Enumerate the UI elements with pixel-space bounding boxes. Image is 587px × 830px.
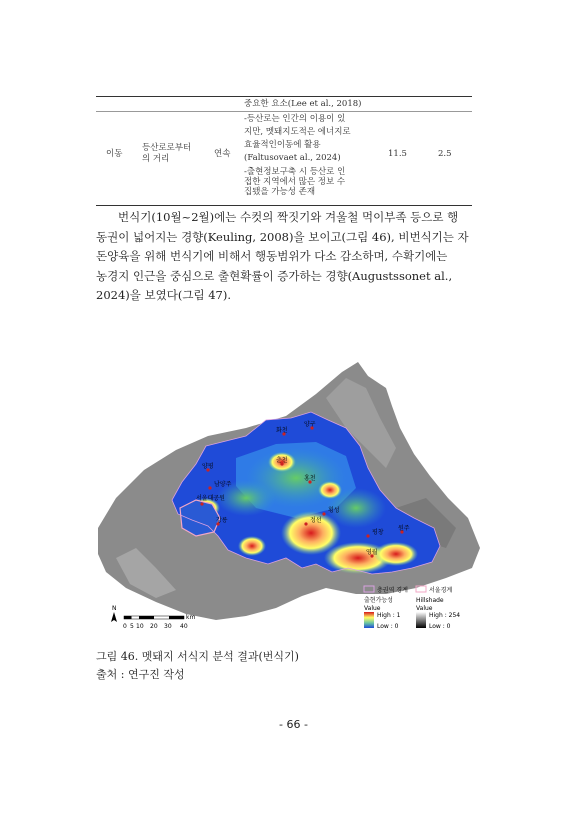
legend-hill-title: Hillshade bbox=[416, 597, 444, 604]
page-number: - 66 - bbox=[279, 718, 308, 731]
table-cell-type: 연속 bbox=[214, 149, 231, 159]
paragraph-line: 동권이 넓어지는 경향(Keuling, 2008)을 보이고(그림 46), 비번식기는 자 bbox=[96, 229, 469, 244]
scale-label: 10 bbox=[136, 623, 144, 630]
legend-prob-ramp bbox=[364, 612, 374, 628]
table-cell-value2: 2.5 bbox=[438, 149, 452, 159]
scale-label: 0 bbox=[123, 623, 127, 630]
scale-label: 5 bbox=[130, 623, 134, 630]
place-label: 평창 bbox=[372, 529, 384, 536]
table-cell-category: 이동 bbox=[106, 149, 123, 159]
place-label: 춘천 bbox=[276, 457, 288, 464]
place-dot bbox=[304, 522, 307, 525]
legend-prob-high: High : 1 bbox=[377, 612, 401, 619]
scale-unit: km bbox=[186, 614, 196, 621]
place-label: 횡성 bbox=[328, 507, 340, 514]
table-cell-variable-line2: 의 거리 bbox=[142, 154, 170, 164]
paragraph-line: 농경지 인근을 중심으로 출현확률이 증가하는 경향(Augustssonet al., bbox=[96, 268, 453, 283]
place-dot bbox=[322, 512, 325, 515]
place-label: 양구 bbox=[304, 421, 316, 428]
figure-caption: 그림 46. 멧돼지 서식지 분석 결과(번식기) bbox=[96, 650, 299, 663]
place-label: 원주 bbox=[398, 525, 410, 532]
scale-label: 30 bbox=[164, 623, 172, 630]
place-label: 양평 bbox=[202, 463, 214, 470]
scale-label: 20 bbox=[150, 623, 158, 630]
legend-prob-low: Low : 0 bbox=[377, 623, 399, 630]
table-desc-line: 집됐을 가능성 존재 bbox=[244, 187, 316, 197]
paragraph-line: 번식기(10월~2월)에는 수컷의 짝짓기와 겨울철 먹이부족 등으로 행 bbox=[118, 210, 459, 224]
legend-hill-value: Value bbox=[416, 605, 433, 612]
place-label: 영월 bbox=[366, 549, 378, 556]
table-desc-line: 접한 지역에서 많은 정보 수 bbox=[244, 177, 346, 187]
place-dot bbox=[208, 486, 211, 489]
probability-hotspot bbox=[238, 536, 266, 556]
table-cell-value1: 11.5 bbox=[388, 149, 407, 159]
north-arrow-label: N bbox=[112, 605, 117, 612]
table-cell-variable-line1: 등산로로부터 bbox=[142, 143, 192, 153]
place-dot bbox=[200, 502, 203, 505]
probability-hotspot bbox=[318, 481, 342, 499]
place-label: 강릉 bbox=[216, 517, 228, 524]
table-desc-line: -출현정보구축 시 등산로 인 bbox=[244, 167, 346, 177]
place-dot bbox=[366, 534, 369, 537]
place-label: 정선 bbox=[310, 517, 322, 524]
probability-hotspot bbox=[374, 542, 418, 566]
legend-prob-value: Value bbox=[364, 605, 381, 612]
table-top-text: 중요한 요소(Lee et al., 2018) bbox=[244, 99, 362, 109]
legend-hill-ramp bbox=[416, 612, 426, 628]
place-label: 서울대공원 bbox=[196, 495, 225, 502]
place-label: 홍천 bbox=[304, 475, 316, 482]
scale-bar bbox=[123, 614, 195, 630]
habitat-map bbox=[96, 358, 486, 638]
paragraph-line: 2024)을 보였다(그림 47). bbox=[96, 288, 231, 302]
north-arrow-icon bbox=[111, 612, 117, 622]
paragraph-line: 돈양육을 위해 번식기에 비해서 행동범위가 다소 감소하며, 수확기에는 bbox=[96, 249, 448, 263]
legend-hill-low: Low : 0 bbox=[429, 623, 451, 630]
figure-source: 출처 : 연구진 작성 bbox=[96, 668, 185, 681]
body-paragraph bbox=[96, 208, 472, 306]
habitat-variable-table bbox=[96, 96, 472, 206]
table-desc-line: (Faltusovaet al., 2024) bbox=[244, 153, 341, 163]
legend-hill-high: High : 254 bbox=[429, 612, 461, 619]
place-label: 화천 bbox=[276, 427, 288, 434]
place-label: 남양주 bbox=[214, 481, 232, 488]
legend-seoul-label: 서울경계 bbox=[429, 587, 453, 594]
table-desc-line: -등산로는 인간의 이용이 있 bbox=[244, 114, 346, 124]
scale-label: 40 bbox=[180, 623, 188, 630]
legend-boundary-label: 충권역 경계 bbox=[377, 587, 408, 594]
legend-prob-title: 출현가능성 bbox=[364, 597, 393, 604]
table-desc-line: 지만, 멧돼지도적은 에너지로 bbox=[244, 127, 351, 137]
table-desc-line: 효율적인이동에 활용 bbox=[244, 140, 321, 150]
